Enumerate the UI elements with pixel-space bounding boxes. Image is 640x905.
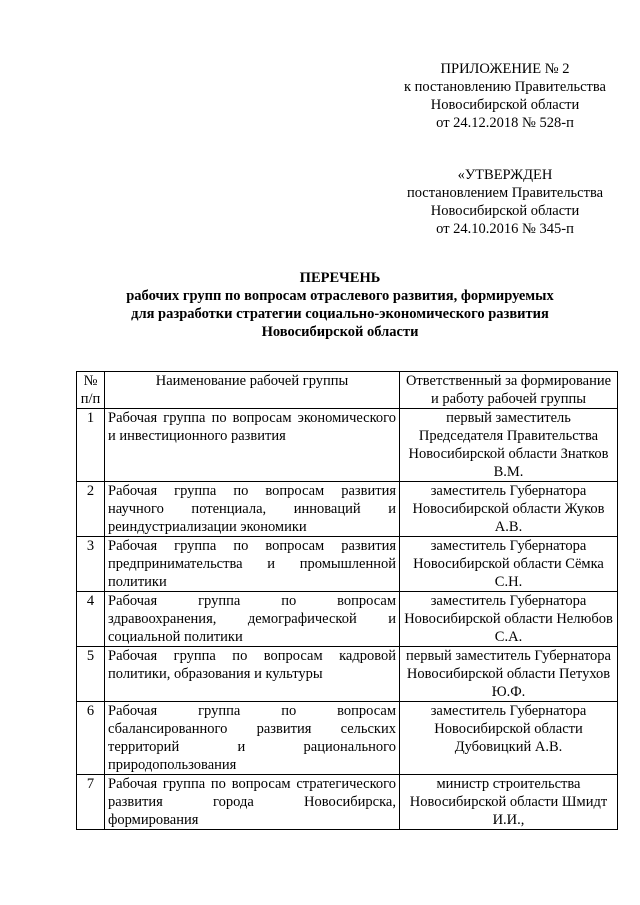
appendix-header — [380, 60, 630, 132]
title-line: для разработки стратегии социально-экономического развития — [131, 306, 549, 322]
table-row — [77, 592, 618, 647]
document-title — [60, 269, 620, 341]
appendix-line: от 24.12.2018 № 528-п — [436, 115, 574, 131]
table-row — [77, 702, 618, 775]
title-heading: ПЕРЕЧЕНЬ — [299, 270, 381, 286]
row-responsible: заместитель Губернатора Новосибирской области Дубовицкий А.В. — [400, 702, 618, 775]
appendix-line: Новосибирской области — [430, 97, 580, 113]
header-num: № п/п — [77, 372, 105, 409]
row-group-name: Рабочая группа по вопросам экономического и инвестиционного развития — [105, 409, 400, 482]
row-group-name: Рабочая группа по вопросам развития научного потенциала, инноваций и реиндустриализации экономики — [105, 482, 400, 537]
header-name: Наименование рабочей группы — [105, 372, 400, 409]
working-groups-table — [76, 371, 618, 830]
row-num: 6 — [77, 702, 105, 775]
row-group-name: Рабочая группа по вопросам кадровой политики, образования и культуры — [105, 647, 400, 702]
row-responsible: заместитель Губернатора Новосибирской области Жуков А.В. — [400, 482, 618, 537]
title-line: Новосибирской области — [261, 324, 419, 340]
row-num: 5 — [77, 647, 105, 702]
row-num: 2 — [77, 482, 105, 537]
appendix-line: ПРИЛОЖЕНИЕ № 2 — [440, 61, 570, 77]
row-group-name: Рабочая группа по вопросам стратегического развития города Новосибирска, формирования — [105, 775, 400, 830]
table-row — [77, 482, 618, 537]
table-row — [77, 647, 618, 702]
approval-line: Новосибирской области — [430, 203, 580, 219]
row-group-name: Рабочая группа по вопросам здравоохранения, демографической и социальной политики — [105, 592, 400, 647]
row-num: 4 — [77, 592, 105, 647]
row-responsible: заместитель Губернатора Новосибирской области Сёмка С.Н. — [400, 537, 618, 592]
row-group-name: Рабочая группа по вопросам развития предпринимательства и промышленной политики — [105, 537, 400, 592]
row-group-name: Рабочая группа по вопросам сбалансированного развития сельских территорий и рационального природопользования — [105, 702, 400, 775]
table-header-row — [77, 372, 618, 409]
title-line: рабочих групп по вопросам отраслевого развития, формируемых — [126, 288, 554, 304]
table-row — [77, 775, 618, 830]
row-responsible: министр строительства Новосибирской области Шмидт И.И., — [400, 775, 618, 830]
appendix-line: к постановлению Правительства — [404, 79, 606, 95]
header-responsible: Ответственный за формирование и работу рабочей группы — [400, 372, 618, 409]
row-num: 7 — [77, 775, 105, 830]
approval-line: «УТВЕРЖДЕН — [457, 167, 553, 183]
row-responsible: первый заместитель Председателя Правительства Новосибирской области Знатков В.М. — [400, 409, 618, 482]
table-row — [77, 537, 618, 592]
row-num: 3 — [77, 537, 105, 592]
table-row — [77, 409, 618, 482]
approval-stamp — [380, 166, 630, 238]
row-num: 1 — [77, 409, 105, 482]
row-responsible: заместитель Губернатора Новосибирской области Нелюбов С.А. — [400, 592, 618, 647]
approval-line: от 24.10.2016 № 345-п — [436, 221, 574, 237]
approval-line: постановлением Правительства — [406, 185, 604, 201]
row-responsible: первый заместитель Губернатора Новосибирской области Петухов Ю.Ф. — [400, 647, 618, 702]
